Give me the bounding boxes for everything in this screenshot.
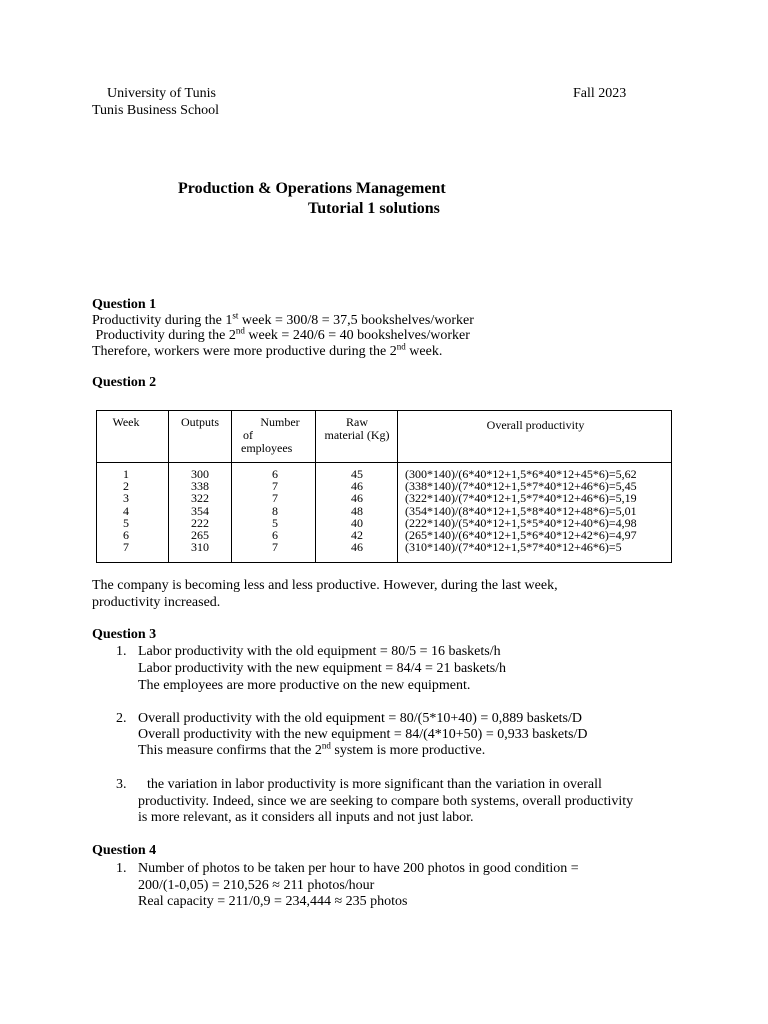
q4-heading: Question 4 [92,843,157,858]
header-raw-2: material (Kg) [324,428,390,442]
q3-item-3-line-1: the variation in labor productivity is more significant than the variation in overall [147,777,602,792]
term: Fall 2023 [573,86,627,101]
header-employees-1: Number [260,415,300,429]
q3-item-2-line-3: This measure confirms that the 2nd system is more productive. [138,740,486,758]
cell-week: 7 [123,540,129,555]
col-outputs [169,468,231,553]
col-raw [316,468,398,553]
university-name: University of Tunis [107,86,216,101]
q3-item-1-number: 1. [116,644,127,659]
cell-outputs: 265 [191,528,209,543]
cell-employees: 6 [272,528,278,543]
cell-outputs: 222 [191,515,209,530]
q4-item-1-number: 1. [116,861,127,876]
cell-overall: (265*140)/(6*40*12+1,5*6*40*12+42*6)=4,97 [405,528,637,543]
cell-overall: (338*140)/(7*40*12+1,5*7*40*12+46*6)=5,45 [405,479,637,494]
cell-raw: 46 [351,540,363,555]
cell-outputs: 322 [191,491,209,506]
cell-week: 5 [123,515,129,530]
cell-employees: 6 [272,467,278,481]
cell-employees: 7 [272,491,278,506]
cell-week: 1 [123,467,129,481]
q3-item-2-number: 2. [116,711,127,726]
q4-line-3: Real capacity = 211/0,9 = 234,444 ≈ 235 photos [138,894,408,909]
school-name: Tunis Business School [92,103,220,118]
q1-line-2: Productivity during the 2nd week = 240/6 = 40 bookshelves/worker [92,325,470,343]
cell-employees: 7 [272,540,278,555]
cell-week: 4 [123,503,129,518]
cell-outputs: 338 [191,479,209,494]
cell-raw: 42 [351,528,363,543]
cell-outputs: 354 [191,503,209,518]
header-week: Week [112,415,140,429]
cell-employees: 8 [272,503,278,518]
q2-heading: Question 2 [92,375,157,390]
header-employees-2: of [243,428,253,442]
q1-heading: Question 1 [92,297,157,312]
cell-week: 3 [123,491,129,506]
q2-conclusion-2: productivity increased. [92,595,221,610]
q3-item-1-line-1: Labor productivity with the old equipment = 80/5 = 16 baskets/h [138,644,501,659]
tutorial-title: Tutorial 1 solutions [308,200,440,217]
cell-overall: (222*140)/(5*40*12+1,5*5*40*12+40*6)=4,98 [405,515,637,530]
table-header-divider [97,462,671,463]
table-divider [231,411,232,562]
cell-outputs: 310 [191,540,209,555]
col-overall [405,468,637,553]
q4-line-2: 200/(1-0,05) = 210,526 ≈ 211 photos/hour [138,878,375,893]
cell-week: 2 [123,479,129,494]
cell-raw: 40 [351,515,363,530]
q3-item-2-line-2: Overall productivity with the new equipment = 84/(4*10+50) = 0,933 baskets/D [138,727,588,742]
cell-employees: 5 [272,515,278,530]
q3-item-3-number: 3. [116,777,127,792]
cell-overall: (354*140)/(8*40*12+1,5*8*40*12+48*6)=5,01 [405,503,637,518]
header-employees-3: employees [241,441,293,455]
cell-overall: (300*140)/(6*40*12+1,5*6*40*12+45*6)=5,62 [405,467,637,481]
q3-item-3-line-3: is more relevant, as it considers all inputs and not just labor. [138,810,474,825]
cell-employees: 7 [272,479,278,494]
header-overall: Overall productivity [486,418,585,432]
cell-raw: 46 [351,479,363,494]
q3-item-3-line-2: productivity. Indeed, since we are seeking to compare both systems, overall productivity [138,794,634,809]
col-employees [245,468,305,553]
q2-conclusion-1: The company is becoming less and less productive. However, during the last week, [92,578,558,593]
q4-line-1: Number of photos to be taken per hour to have 200 photos in good condition = [138,861,579,876]
cell-week: 6 [123,528,129,543]
cell-overall: (322*140)/(7*40*12+1,5*7*40*12+46*6)=5,19 [405,491,637,506]
cell-outputs: 300 [191,467,209,481]
q1-line-1: Productivity during the 1st week = 300/8 = 37,5 bookshelves/worker [92,310,474,328]
q1-line-3: Therefore, workers were more productive during the 2nd week. [92,341,443,359]
cell-raw: 48 [351,503,363,518]
q3-item-1-line-2: Labor productivity with the new equipment = 84/4 = 21 baskets/h [138,661,507,676]
header-raw-1: Raw [346,415,368,429]
cell-raw: 46 [351,491,363,506]
header-outputs: Outputs [180,415,219,429]
q3-heading: Question 3 [92,627,157,642]
cell-overall: (310*140)/(7*40*12+1,5*7*40*12+46*6)=5 [405,540,622,555]
q3-item-2-line-1: Overall productivity with the old equipment = 80/(5*10+40) = 0,889 baskets/D [138,711,583,726]
q3-item-1-line-3: The employees are more productive on the new equipment. [138,678,471,693]
productivity-table [96,410,672,563]
course-title: Production & Operations Management [178,180,446,197]
col-week [97,468,155,553]
cell-raw: 45 [351,467,363,481]
